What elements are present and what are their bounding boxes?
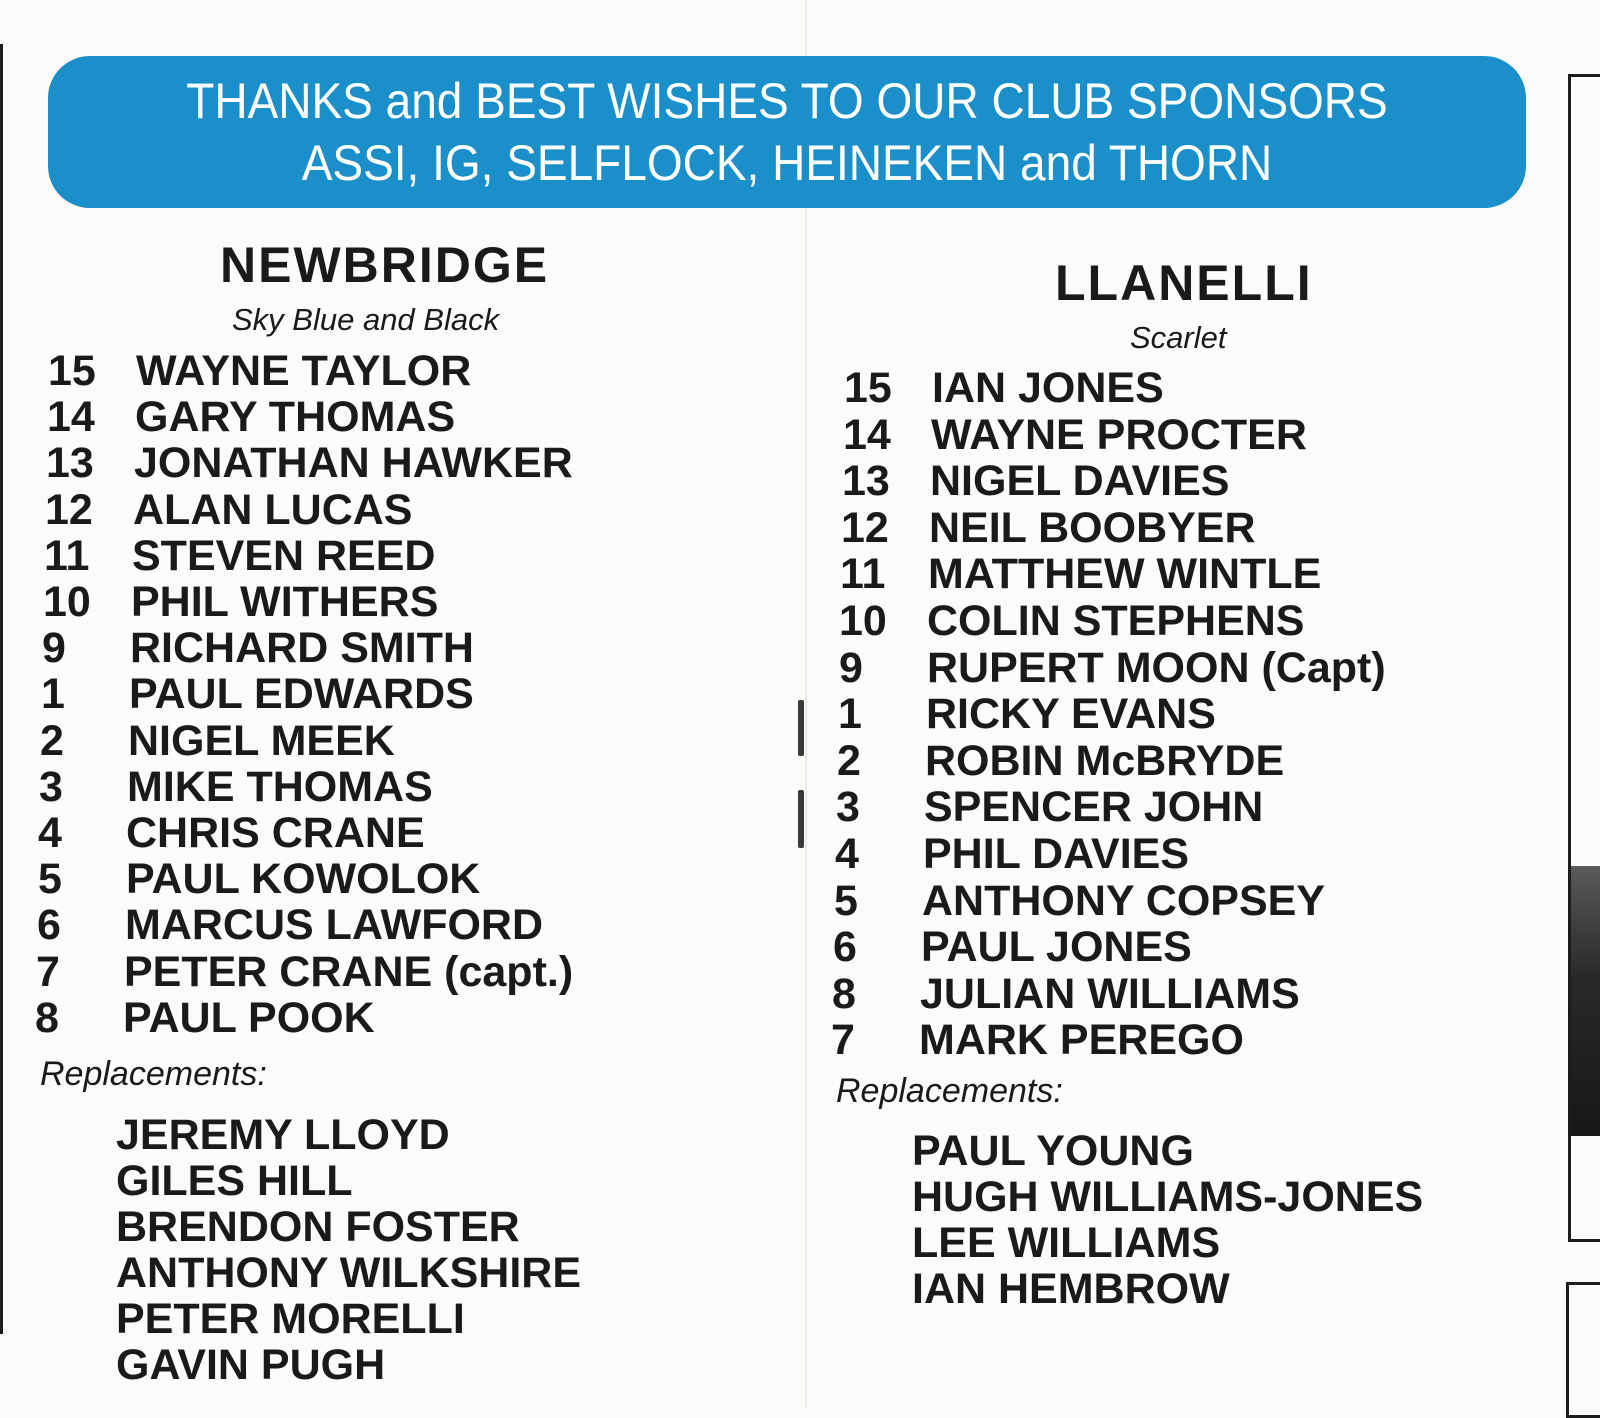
away-player-number: 14 xyxy=(843,410,891,459)
away-player-number: 8 xyxy=(832,969,856,1018)
home-player-name: MIKE THOMAS xyxy=(127,762,433,811)
home-replacements-label: Replacements: xyxy=(40,1055,267,1093)
home-team-name: NEWBRIDGE xyxy=(220,237,550,293)
away-player-name: NEIL BOOBYER xyxy=(929,503,1256,552)
banner-line-1: THANKS and BEST WISHES TO OUR CLUB SPONSORS xyxy=(186,73,1388,129)
away-player-name: MARK PEREGO xyxy=(919,1016,1244,1065)
away-player-number: 7 xyxy=(831,1016,855,1065)
home-player-name: MARCUS LAWFORD xyxy=(125,901,544,950)
home-player-number: 4 xyxy=(38,809,62,857)
right-page-photo xyxy=(1571,866,1600,1136)
home-player-number: 1 xyxy=(41,670,65,719)
home-player-name: PAUL KOWOLOK xyxy=(126,855,481,904)
home-player-number: 3 xyxy=(39,762,63,811)
away-player-number: 12 xyxy=(841,503,889,552)
away-player-number: 5 xyxy=(834,876,858,925)
home-player-number: 14 xyxy=(47,393,95,442)
staple-bottom xyxy=(798,790,804,848)
home-player-number: 5 xyxy=(38,855,62,904)
home-player-name: PAUL EDWARDS xyxy=(129,670,474,719)
home-replacements xyxy=(116,1112,581,1388)
home-replacement: PETER MORELLI xyxy=(116,1295,465,1343)
home-player-name: PETER CRANE (capt.) xyxy=(124,947,574,996)
away-player-name: WAYNE PROCTER xyxy=(931,410,1307,459)
away-player-name: RUPERT MOON (Capt) xyxy=(927,643,1386,692)
home-player-number: 9 xyxy=(42,624,66,673)
home-player-name: ALAN LUCAS xyxy=(133,485,413,534)
away-player-name: PAUL JONES xyxy=(921,923,1192,972)
away-player-number: 3 xyxy=(836,783,860,832)
away-replacements xyxy=(912,1128,1423,1312)
away-player-number: 9 xyxy=(839,643,863,692)
away-player-name: NIGEL DAVIES xyxy=(930,457,1230,506)
away-replacement: PAUL YOUNG xyxy=(912,1127,1194,1175)
away-player-number: 15 xyxy=(844,364,892,412)
home-player-number: 15 xyxy=(48,347,96,395)
home-player-name: PHIL WITHERS xyxy=(131,578,439,626)
away-player-number: 10 xyxy=(839,597,887,645)
away-player-name: MATTHEW WINTLE xyxy=(928,550,1322,599)
away-player-name: RICKY EVANS xyxy=(926,690,1216,739)
staple-top xyxy=(798,700,804,756)
home-player-number: 10 xyxy=(43,578,91,626)
home-player-name: WAYNE TAYLOR xyxy=(136,347,472,395)
home-player-number: 12 xyxy=(45,485,93,534)
away-player-number: 4 xyxy=(835,830,859,878)
home-player-number: 6 xyxy=(37,901,61,950)
home-player-name: GARY THOMAS xyxy=(135,393,456,442)
home-player-name: STEVEN REED xyxy=(132,531,436,580)
left-page-border xyxy=(0,44,3,1334)
away-player-number: 1 xyxy=(838,690,862,739)
away-player-name: SPENCER JOHN xyxy=(924,783,1264,832)
away-player-name: JULIAN WILLIAMS xyxy=(920,969,1300,1018)
away-player-number: 6 xyxy=(833,923,857,972)
away-player-name: COLIN STEPHENS xyxy=(927,597,1305,645)
away-player-name: IAN JONES xyxy=(932,364,1164,412)
away-replacement: LEE WILLIAMS xyxy=(912,1219,1221,1267)
home-replacement: GAVIN PUGH xyxy=(116,1341,386,1389)
home-player-name: PAUL POOK xyxy=(123,993,375,1042)
away-team-name: LLANELLI xyxy=(1055,255,1313,311)
away-player-name: ROBIN McBRYDE xyxy=(925,736,1285,785)
away-player-number: 11 xyxy=(840,550,886,599)
home-replacement: BRENDON FOSTER xyxy=(116,1203,520,1251)
home-player-name: RICHARD SMITH xyxy=(130,624,474,673)
sponsor-banner xyxy=(48,56,1526,208)
away-replacements-label: Replacements: xyxy=(836,1072,1063,1110)
away-replacement: HUGH WILLIAMS-JONES xyxy=(912,1173,1424,1221)
home-player-number: 2 xyxy=(40,716,64,765)
home-player-name: NIGEL MEEK xyxy=(128,716,395,765)
away-player-name: ANTHONY COPSEY xyxy=(922,876,1325,925)
away-team-colours: Scarlet xyxy=(1130,320,1227,355)
home-replacement: ANTHONY WILKSHIRE xyxy=(116,1249,582,1297)
home-replacement: GILES HILL xyxy=(116,1157,353,1205)
home-player-name: CHRIS CRANE xyxy=(126,809,425,857)
home-player-number: 8 xyxy=(35,993,59,1042)
home-player-number: 11 xyxy=(44,531,90,580)
home-replacement: JEREMY LLOYD xyxy=(116,1111,450,1159)
centre-fold xyxy=(805,0,807,1407)
away-player-number: 13 xyxy=(842,457,890,506)
home-player-number: 13 xyxy=(46,439,94,488)
right-page-frame-lower xyxy=(1566,1282,1600,1418)
away-replacement: IAN HEMBROW xyxy=(912,1265,1230,1313)
home-team-colours: Sky Blue and Black xyxy=(232,302,500,337)
home-player-number: 7 xyxy=(36,947,60,996)
away-player-number: 2 xyxy=(837,736,861,785)
away-player-name: PHIL DAVIES xyxy=(923,830,1190,878)
banner-line-2: ASSI, IG, SELFLOCK, HEINEKEN and THORN xyxy=(301,135,1273,191)
home-player-name: JONATHAN HAWKER xyxy=(134,439,573,488)
